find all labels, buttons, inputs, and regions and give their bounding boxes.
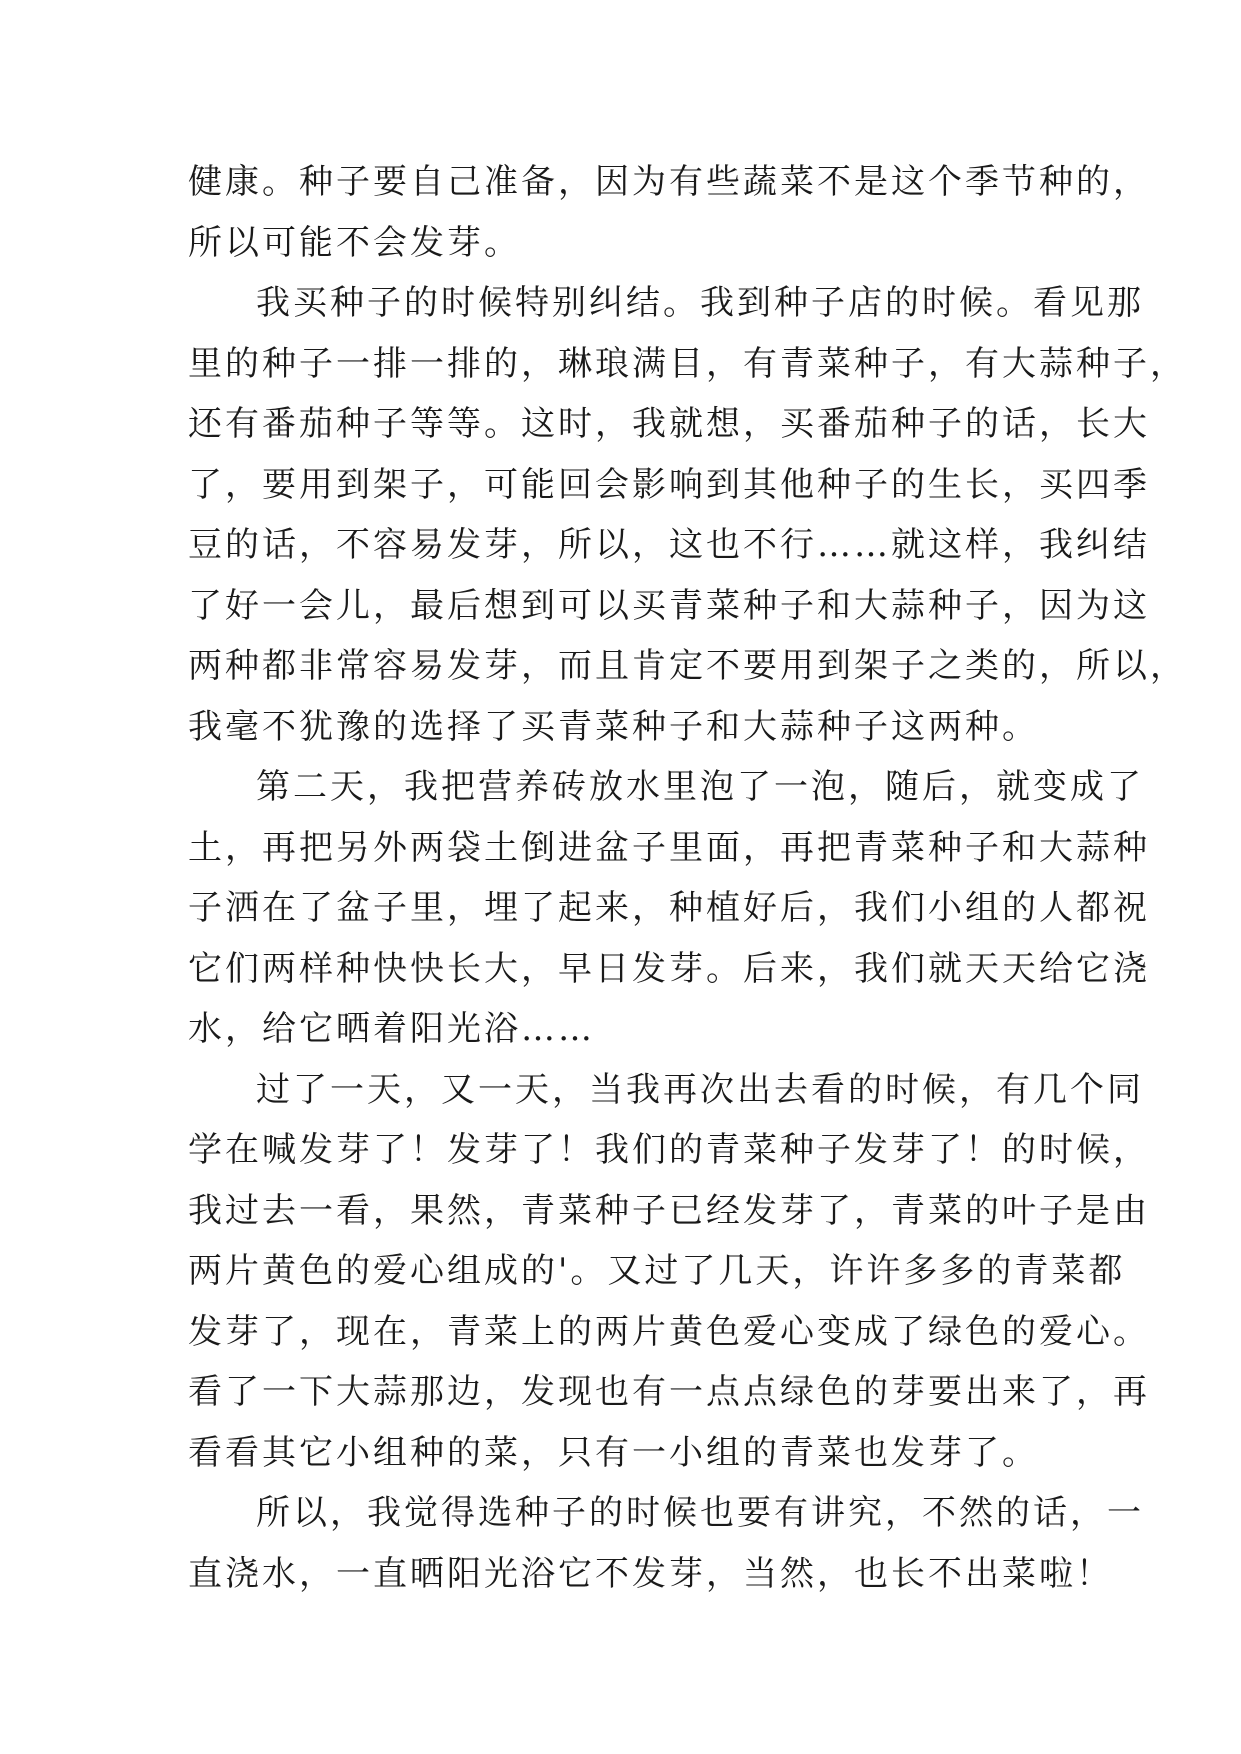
text-line: 子洒在了盆子里，埋了起来，种植好后，我们小组的人都祝: [188, 888, 1150, 928]
text-line: 健康。种子要自己准备，因为有些蔬菜不是这个季节种的，: [188, 162, 1150, 202]
text-line: 它们两样种快快长大，早日发芽。后来，我们就天天给它浇: [188, 948, 1150, 989]
text-line: 水，给它晒着阳光浴……: [188, 1009, 595, 1049]
text-line: 过了一天，又一天，当我再次出去看的时候，有几个同: [256, 1069, 1144, 1110]
paragraph-2: [188, 273, 1187, 757]
paragraph-4: [188, 1060, 1150, 1484]
text-line: 所以可能不会发芽。: [188, 222, 521, 263]
paragraph-3: [188, 757, 1150, 1060]
text-line: 两片黄色的爱心组成的'。又过了几天，许许多多的青菜都: [188, 1251, 1126, 1291]
text-line: 学在喊发芽了！发芽了！我们的青菜种子发芽了！的时候，: [188, 1130, 1150, 1170]
document-body: [188, 152, 1187, 1604]
text-line: 豆的话，不容易发芽，所以，这也不行……就这样，我纠结: [188, 525, 1150, 565]
text-line: 发芽了，现在，青菜上的两片黄色爱心变成了绿色的爱心。: [188, 1311, 1150, 1352]
text-line: 了，要用到架子，可能回会影响到其他种子的生长，买四季: [188, 464, 1150, 505]
text-line: 我买种子的时候特别纠结。我到种子店的时候。看见那: [256, 283, 1144, 323]
text-line: 还有番茄种子等等。这时，我就想，买番茄种子的话，长大: [188, 404, 1150, 444]
paragraph-1: [188, 152, 1150, 273]
text-line: 里的种子一排一排的，琳琅满目，有青菜种子，有大蒜种子，: [188, 343, 1187, 384]
text-line: 看了一下大蒜那边，发现也有一点点绿色的芽要出来了，再: [188, 1372, 1150, 1412]
text-line: 直浇水，一直晒阳光浴它不发芽，当然，也长不出菜啦！: [188, 1553, 1113, 1594]
text-line: 土，再把另外两袋土倒进盆子里面，再把青菜种子和大蒜种: [188, 827, 1150, 868]
paragraph-5: [188, 1483, 1144, 1604]
text-line: 两种都非常容易发芽，而且肯定不要用到架子之类的，所以，: [188, 646, 1187, 686]
text-line: 所以，我觉得选种子的时候也要有讲究，不然的话，一: [256, 1493, 1144, 1533]
text-line: 我过去一看，果然，青菜种子已经发芽了，青菜的叶子是由: [188, 1190, 1150, 1231]
text-line: 了好一会儿，最后想到可以买青菜种子和大蒜种子，因为这: [188, 585, 1150, 626]
text-line: 看看其它小组种的菜，只有一小组的青菜也发芽了。: [188, 1432, 1039, 1473]
text-line: 第二天，我把营养砖放水里泡了一泡，随后，就变成了: [256, 767, 1144, 807]
text-line: 我毫不犹豫的选择了买青菜种子和大蒜种子这两种。: [188, 706, 1039, 747]
